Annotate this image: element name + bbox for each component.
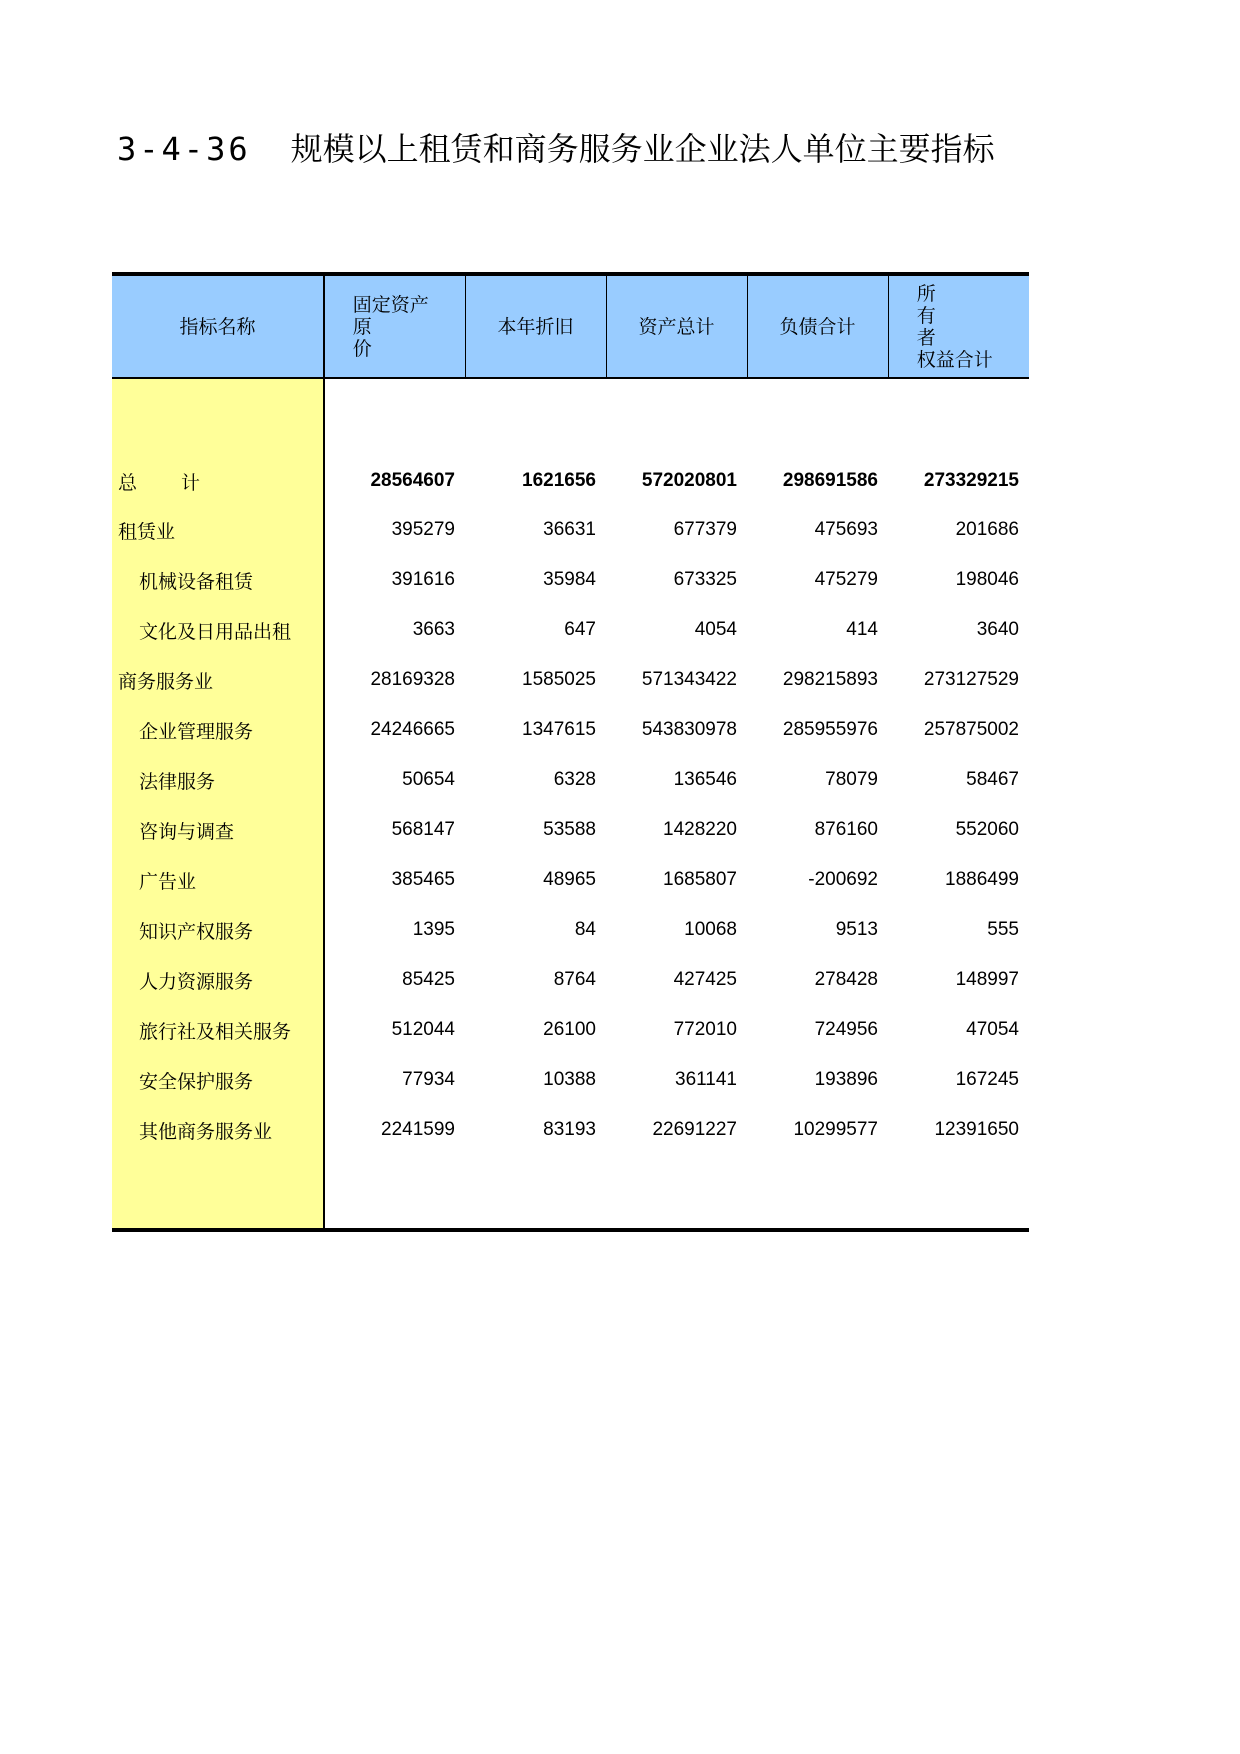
cell-total-liabilities: 278428 [814, 969, 878, 990]
cell-owners-equity: 198046 [955, 569, 1019, 590]
cell-total-liabilities: 876160 [814, 819, 878, 840]
cell-total-liabilities: 414 [846, 619, 878, 640]
table-row [112, 705, 1029, 755]
table-code: 3-4-36 [117, 130, 251, 168]
cell-total-assets: 10068 [684, 919, 737, 940]
table-row [112, 1055, 1029, 1105]
cell-depreciation: 53588 [543, 819, 596, 840]
row-name: 其他商务服务业 [112, 1105, 324, 1155]
cell-depreciation: 1347615 [522, 719, 596, 740]
cell-total-liabilities: 10299577 [793, 1119, 878, 1140]
row-name: 安全保护服务 [112, 1055, 324, 1105]
cell-fixed-assets: 24246665 [370, 719, 455, 740]
cell-total-liabilities: 298691586 [782, 470, 878, 491]
cell-depreciation: 1621656 [522, 470, 596, 491]
cell-total-assets: 4054 [694, 619, 737, 640]
cell-depreciation: 10388 [543, 1069, 596, 1090]
header-depreciation: 本年折旧 [465, 274, 606, 378]
table-row [112, 955, 1029, 1005]
table-row [112, 905, 1029, 955]
cell-total-assets: 1685807 [663, 869, 737, 890]
cell-owners-equity: 12391650 [934, 1119, 1019, 1140]
cell-owners-equity: 552060 [955, 819, 1019, 840]
table-row [112, 555, 1029, 605]
cell-fixed-assets: 28564607 [370, 470, 455, 491]
cell-depreciation: 48965 [543, 869, 596, 890]
cell-total-liabilities: 475279 [814, 569, 878, 590]
row-name: 咨询与调查 [112, 805, 324, 855]
row-name: 知识产权服务 [112, 905, 324, 955]
cell-total-liabilities: 298215893 [782, 669, 878, 690]
cell-fixed-assets: 391616 [391, 569, 455, 590]
row-name: 人力资源服务 [112, 955, 324, 1005]
cell-owners-equity: 148997 [955, 969, 1019, 990]
cell-total-assets: 572020801 [641, 470, 737, 491]
row-name: 商务服务业 [112, 655, 324, 705]
cell-depreciation: 8764 [553, 969, 596, 990]
header-total-assets: 资产总计 [606, 274, 747, 378]
cell-total-liabilities: 285955976 [782, 719, 878, 740]
cell-owners-equity: 273127529 [923, 669, 1019, 690]
table-row [112, 1005, 1029, 1055]
cell-depreciation: 36631 [543, 519, 596, 540]
cell-owners-equity: 167245 [955, 1069, 1019, 1090]
cell-total-assets: 136546 [673, 769, 737, 790]
row-name: 租赁业 [112, 505, 324, 555]
table-row [112, 805, 1029, 855]
row-name: 广告业 [112, 855, 324, 905]
cell-fixed-assets: 3663 [412, 619, 455, 640]
cell-fixed-assets: 2241599 [381, 1119, 455, 1140]
cell-total-assets: 677379 [673, 519, 737, 540]
cell-owners-equity: 1886499 [945, 869, 1019, 890]
cell-total-assets: 427425 [673, 969, 737, 990]
cell-depreciation: 6328 [553, 769, 596, 790]
cell-total-liabilities: 78079 [825, 769, 878, 790]
cell-total-liabilities: 9513 [835, 919, 878, 940]
cell-fixed-assets: 85425 [402, 969, 455, 990]
row-name: 机械设备租赁 [112, 555, 324, 605]
cell-total-liabilities: 724956 [814, 1019, 878, 1040]
header-fixed-assets: 固定资产 原 价 [324, 274, 465, 378]
row-name: 旅行社及相关服务 [112, 1005, 324, 1055]
table-row [112, 605, 1029, 655]
cell-owners-equity: 47054 [966, 1019, 1019, 1040]
cell-fixed-assets: 385465 [391, 869, 455, 890]
cell-fixed-assets: 77934 [402, 1069, 455, 1090]
cell-fixed-assets: 395279 [391, 519, 455, 540]
table-title-text: 规模以上租赁和商务服务业企业法人单位主要指标 [290, 130, 995, 168]
row-name: 企业管理服务 [112, 705, 324, 755]
cell-owners-equity: 257875002 [923, 719, 1019, 740]
cell-fixed-assets: 50654 [402, 769, 455, 790]
header-row [112, 274, 1029, 378]
cell-depreciation: 1585025 [522, 669, 596, 690]
header-indicator-name: 指标名称 [112, 274, 324, 378]
cell-depreciation: 35984 [543, 569, 596, 590]
table-row [112, 655, 1029, 705]
cell-owners-equity: 555 [987, 919, 1019, 940]
cell-depreciation: 84 [574, 919, 596, 940]
cell-owners-equity: 201686 [955, 519, 1019, 540]
cell-fixed-assets: 512044 [391, 1019, 455, 1040]
cell-depreciation: 26100 [543, 1019, 596, 1040]
table-row [112, 1105, 1029, 1155]
cell-fixed-assets: 28169328 [370, 669, 455, 690]
row-name: 文化及日用品出租 [112, 605, 324, 655]
cell-total-assets: 772010 [673, 1019, 737, 1040]
cell-total-liabilities: -200692 [808, 869, 878, 890]
cell-fixed-assets: 568147 [391, 819, 455, 840]
cell-owners-equity: 58467 [966, 769, 1019, 790]
cell-depreciation: 647 [564, 619, 596, 640]
table-row [112, 505, 1029, 555]
cell-total-assets: 22691227 [652, 1119, 737, 1140]
cell-depreciation: 83193 [543, 1119, 596, 1140]
cell-fixed-assets: 1395 [412, 919, 455, 940]
cell-total-liabilities: 193896 [814, 1069, 878, 1090]
indicator-table [112, 272, 1029, 1232]
spacer-row [112, 378, 1029, 457]
cell-owners-equity: 3640 [976, 619, 1019, 640]
cell-total-assets: 543830978 [641, 719, 737, 740]
cell-total-liabilities: 475693 [814, 519, 878, 540]
cell-total-assets: 571343422 [641, 669, 737, 690]
row-name: 法律服务 [112, 755, 324, 805]
table-row [112, 755, 1029, 805]
header-total-liabilities: 负债合计 [747, 274, 888, 378]
row-name: 总 计 [112, 457, 324, 505]
cell-total-assets: 1428220 [663, 819, 737, 840]
cell-total-assets: 673325 [673, 569, 737, 590]
table-row [112, 855, 1029, 905]
cell-owners-equity: 273329215 [923, 470, 1019, 491]
header-owners-equity: 所 有 者 权益合计 [888, 274, 1029, 378]
table-row-total [112, 457, 1029, 505]
cell-total-assets: 361141 [675, 1069, 737, 1090]
spacer-row [112, 1155, 1029, 1230]
page-title [117, 124, 995, 170]
